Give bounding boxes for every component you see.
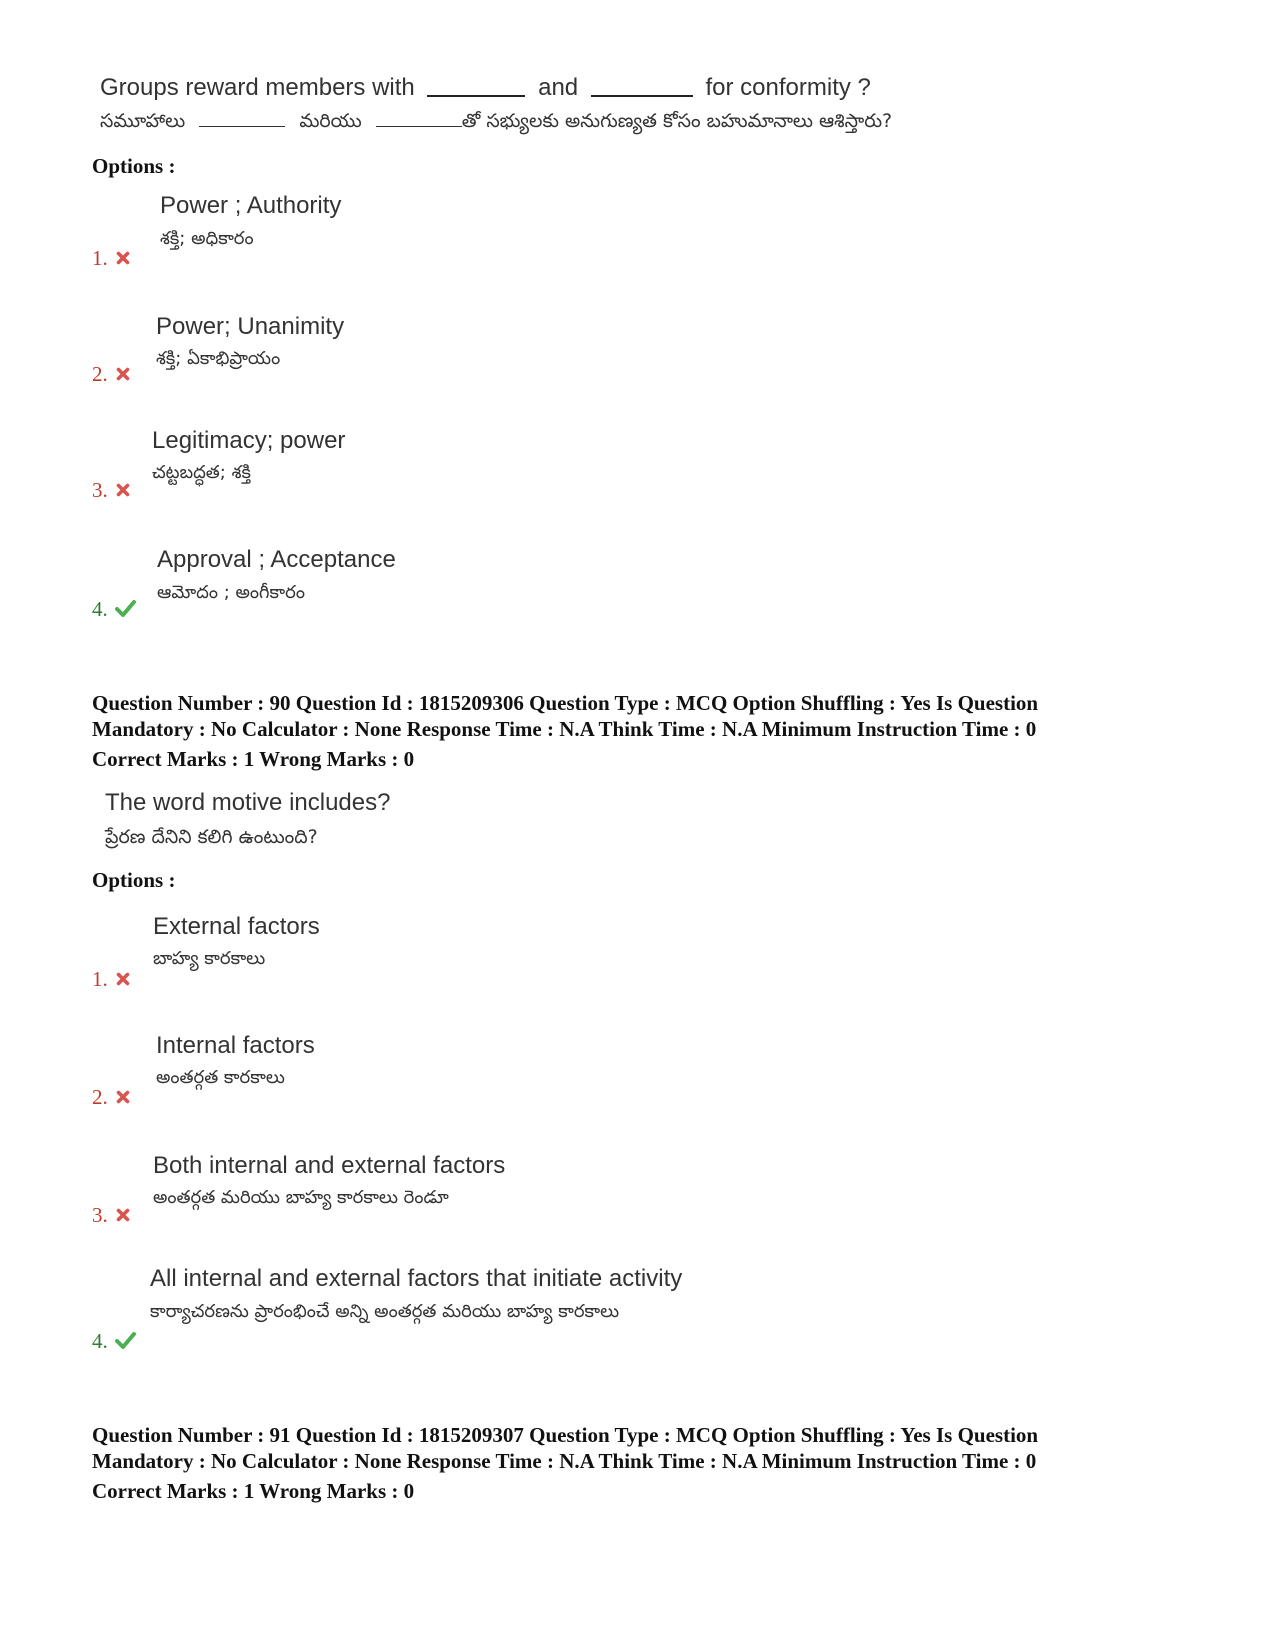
option-number-label: 3. — [92, 478, 108, 502]
cross-icon — [114, 1088, 132, 1106]
question-text-part: and — [538, 74, 579, 101]
blank-line — [376, 112, 462, 127]
option-text-en: External factors — [153, 913, 320, 940]
option-text-en: All internal and external factors that initiate activity — [150, 1265, 683, 1292]
option-number — [92, 1203, 132, 1228]
option-text-te: బాహ్య కారకాలు — [153, 948, 266, 969]
meta-line: Correct Marks : 1 Wrong Marks : 0 — [92, 1479, 415, 1503]
meta-line: Question Number : 90 Question Id : 1815209306 Question Type : MCQ Option Shuffling : Yes Is Question — [92, 691, 1039, 715]
option-text-te: శక్తి; అధికారం — [160, 228, 254, 249]
question-text-part: for conformity ? — [705, 74, 871, 101]
option-text-en: Approval ; Acceptance — [157, 546, 396, 573]
question-89-text-te — [100, 110, 892, 137]
option-number-label: 1. — [92, 246, 108, 270]
option-number — [92, 967, 132, 992]
option-number — [92, 1085, 132, 1110]
option-text-te: శక్తి; ఏకాభిప్రాయం — [156, 348, 281, 369]
blank-line — [591, 75, 693, 97]
question-90-meta — [92, 690, 1038, 772]
options-label: Options : — [92, 868, 176, 892]
question-text-part: మరియు — [299, 110, 362, 132]
question-91-meta — [92, 1422, 1038, 1504]
option-text-te: ఆమోదం ; అంగీకారం — [157, 582, 305, 603]
option-number-label: 4. — [92, 597, 108, 621]
options-label: Options : — [92, 154, 176, 178]
meta-line: Question Number : 91 Question Id : 1815209307 Question Type : MCQ Option Shuffling : Yes Is Question — [92, 1423, 1039, 1447]
option-number — [92, 362, 132, 387]
question-90-text-en: The word motive includes? — [105, 789, 391, 816]
option-text-en: Power ; Authority — [160, 192, 342, 219]
option-number-label: 4. — [92, 1329, 108, 1353]
meta-line: Mandatory : No Calculator : None Response Time : N.A Think Time : N.A Minimum Instruction Time : 0 — [92, 717, 1037, 741]
option-text-en: Both internal and external factors — [153, 1152, 506, 1179]
option-text-en: Legitimacy; power — [152, 427, 346, 454]
meta-line: Mandatory : No Calculator : None Response Time : N.A Think Time : N.A Minimum Instruction Time : 0 — [92, 1449, 1037, 1473]
blank-line — [199, 112, 285, 127]
cross-icon — [114, 1206, 132, 1224]
option-text-te: అంతర్గత కారకాలు — [156, 1067, 285, 1088]
option-number — [92, 246, 132, 271]
option-text-en: Power; Unanimity — [156, 313, 345, 340]
option-number — [92, 597, 136, 622]
check-icon — [114, 598, 136, 618]
option-text-te: కార్యాచరణను ప్రారంభించే అన్ని అంతర్గత మరియు బాహ్య కారకాలు — [150, 1301, 620, 1322]
option-number-label: 2. — [92, 1085, 108, 1109]
check-icon — [114, 1330, 136, 1350]
option-text-te: అంతర్గత మరియు బాహ్య కారకాలు రెండూ — [153, 1187, 449, 1208]
question-89-text-en — [100, 74, 871, 102]
option-number-label: 3. — [92, 1203, 108, 1227]
meta-line: Correct Marks : 1 Wrong Marks : 0 — [92, 747, 415, 771]
cross-icon — [114, 970, 132, 988]
question-text-part: తో సభ్యులకు అనుగుణ్యత కోసం బహుమానాలు ఆశిస్తారు? — [461, 110, 893, 132]
question-text-part: సమూహాలు — [100, 110, 186, 132]
option-number — [92, 478, 132, 503]
option-text-en: Internal factors — [156, 1032, 315, 1059]
cross-icon — [114, 249, 132, 267]
blank-line — [427, 75, 525, 97]
cross-icon — [114, 481, 132, 499]
question-text-part: Groups reward members with — [100, 74, 415, 101]
cross-icon — [114, 365, 132, 383]
question-90-text-te: ప్రేరణ దేనిని కలిగి ఉంటుంది? — [105, 826, 318, 848]
option-number-label: 1. — [92, 967, 108, 991]
option-text-te: చట్టబద్ధత; శక్తి — [152, 462, 251, 483]
option-number-label: 2. — [92, 362, 108, 386]
option-number — [92, 1329, 136, 1354]
